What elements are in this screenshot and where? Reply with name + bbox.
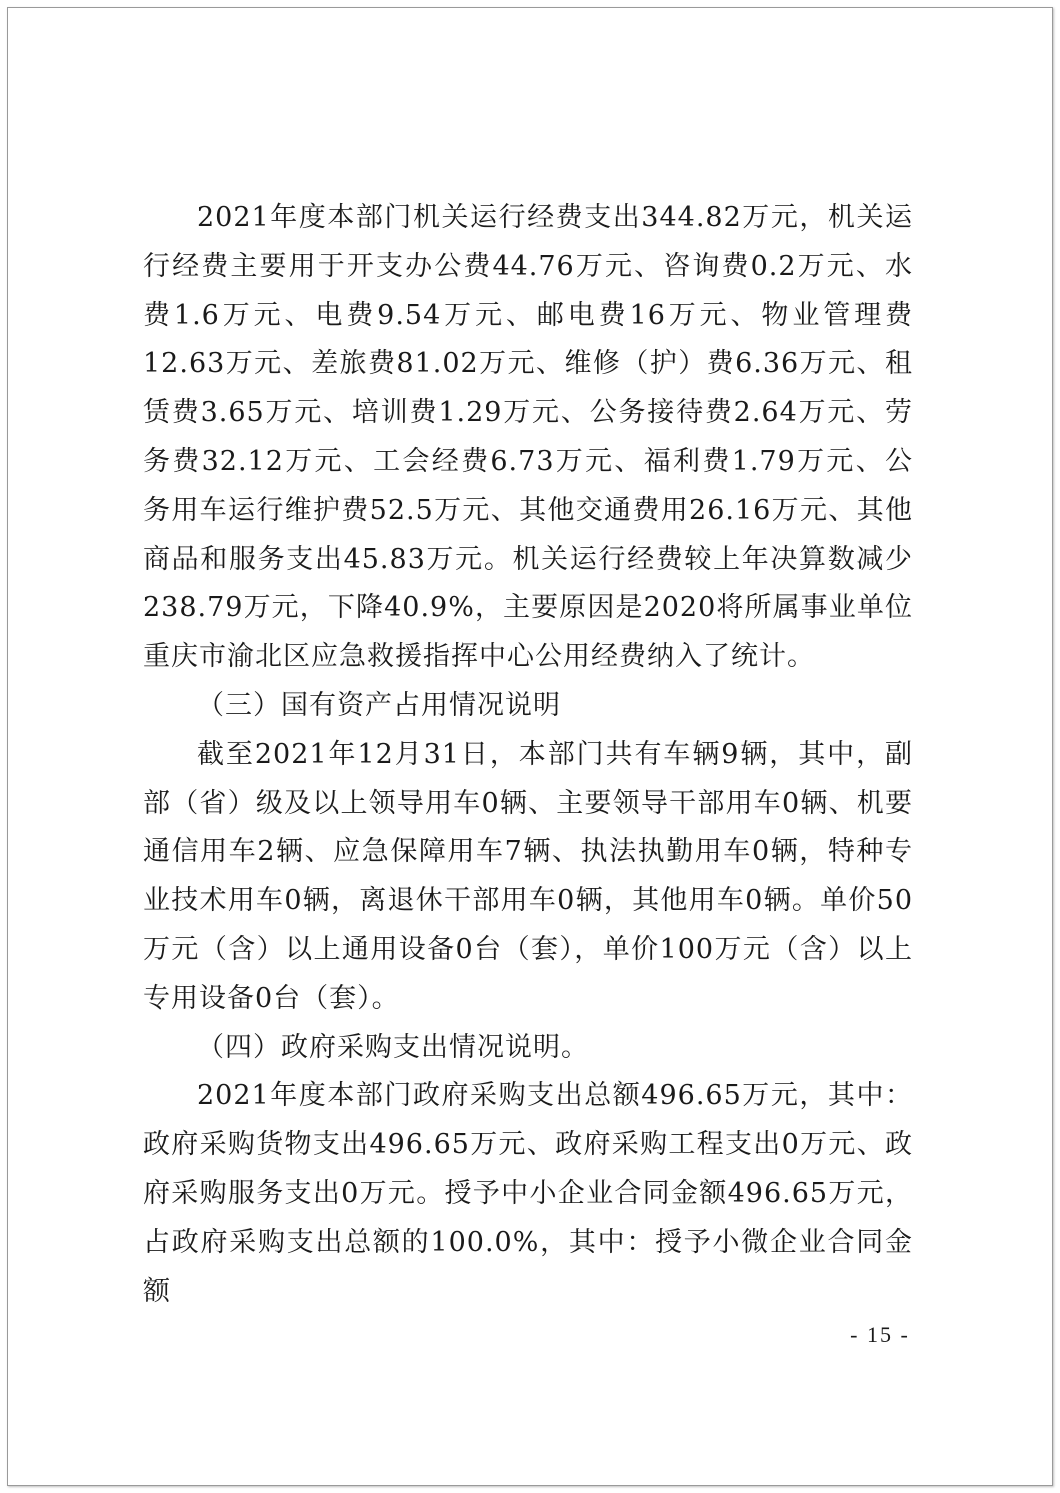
paragraph-government-procurement: 2021年度本部门政府采购支出总额496.65万元，其中：政府采购货物支出496.65万元、政府采购工程支出0万元、政府采购服务支出0万元。授予中小企业合同金额496.65万元，占政府采购支出总额的100.0%，其中：授予小微企业合同金额 xyxy=(143,1080,913,1307)
document-body xyxy=(143,194,913,1316)
section-heading-state-assets: （三）国有资产占用情况说明 xyxy=(197,689,561,721)
paragraph-operating-expenses: 2021年度本部门机关运行经费支出344.82万元，机关运行经费主要用于开支办公费44.76万元、咨询费0.2万元、水费1.6万元、电费9.54万元、邮电费16万元、物业管理费12.63万元、差旅费81.02万元、维修（护）费6.36万元、租赁费3.65万元、培训费1.29万元、公务接待费2.64万元、劳务费32.12万元、工会经费6.73万元、福利费1.79万元、公务用车运行维护费52.5万元、其他交通费用26.16万元、其他商品和服务支出45.83万元。机关运行经费较上年决算数减少238.79万元，下降40.9%，主要原因是2020将所属事业单位重庆市渝北区应急救援指挥中心公用经费纳入了统计。 xyxy=(143,202,913,673)
section-heading-government-procurement: （四）政府采购支出情况说明。 xyxy=(197,1031,589,1063)
paragraph-state-assets: 截至2021年12月31日，本部门共有车辆9辆，其中，副部（省）级及以上领导用车0辆、主要领导干部用车0辆、机要通信用车2辆、应急保障用车7辆、执法执勤用车0辆，特种专业技术用车0辆，离退休干部用车0辆，其他用车0辆。单价50万元（含）以上通用设备0台（套），单价100万元（含）以上专用设备0台（套）。 xyxy=(143,738,913,1014)
page-number: - 15 - xyxy=(850,1322,910,1347)
